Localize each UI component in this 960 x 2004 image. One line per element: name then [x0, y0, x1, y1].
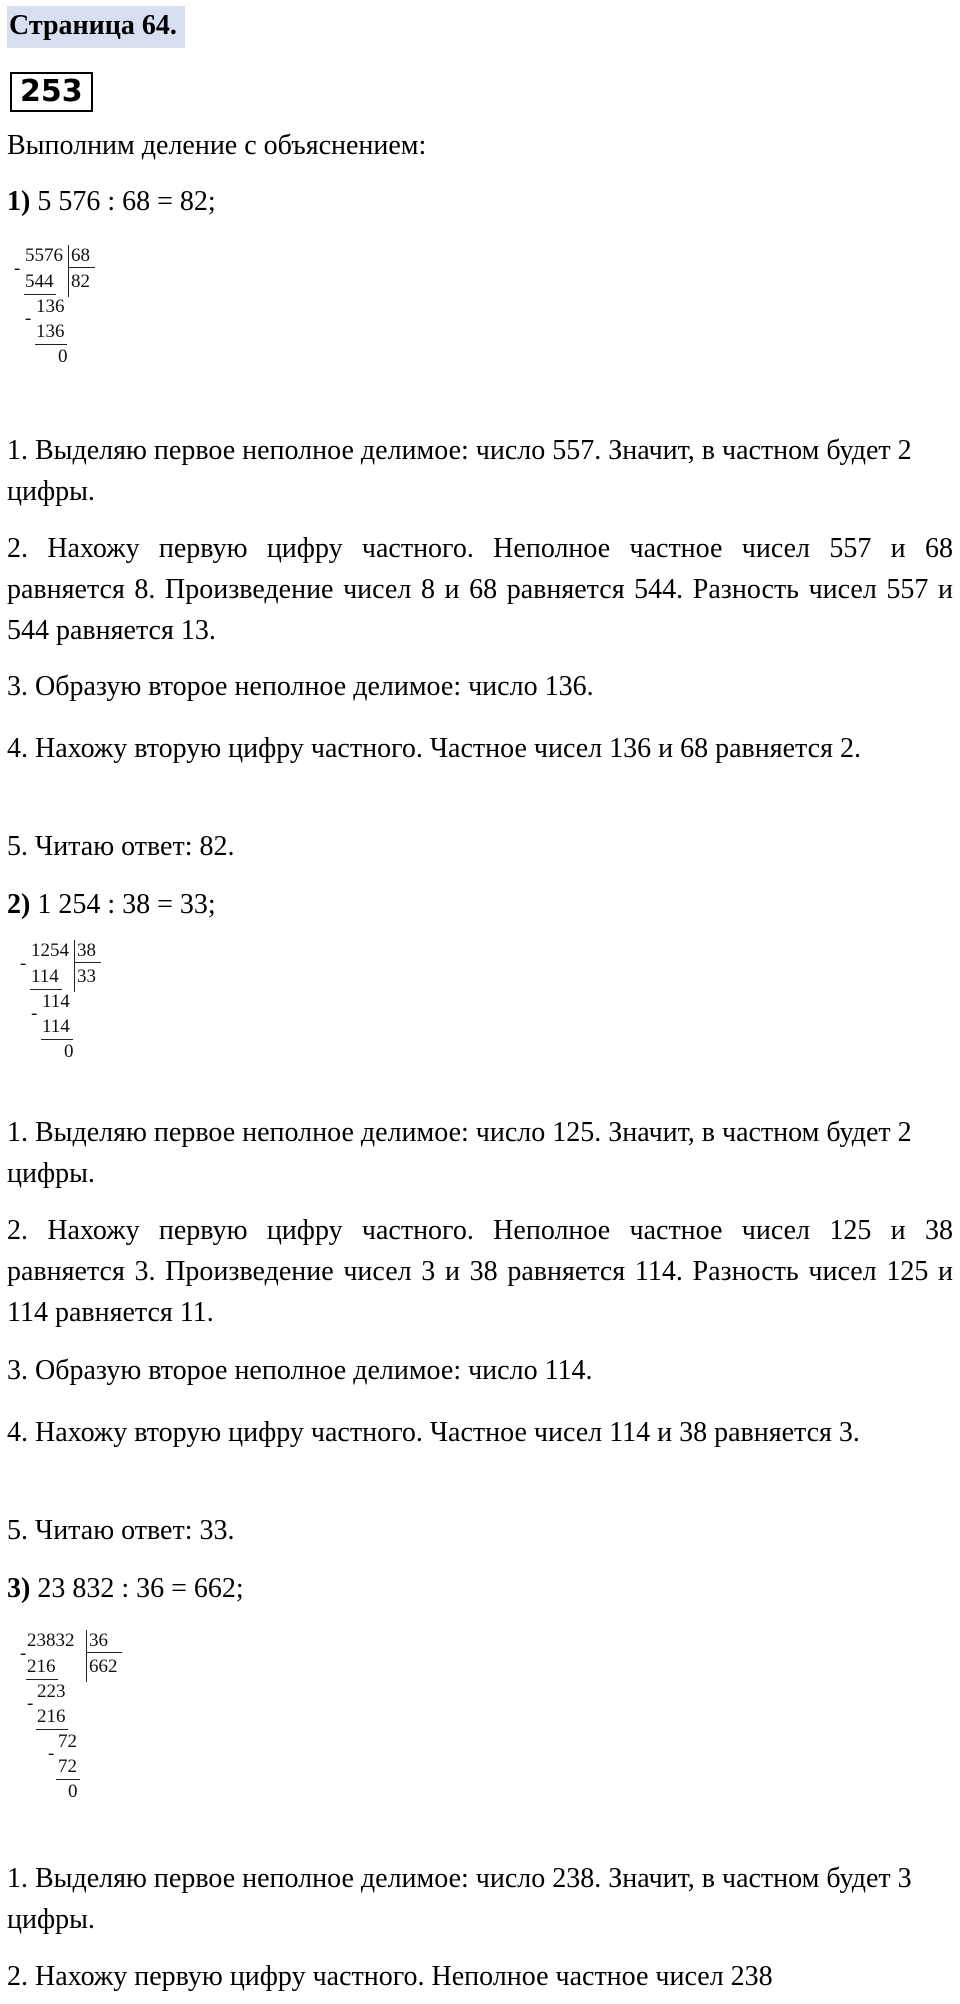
division-2-dividend: 1254 — [31, 940, 69, 961]
example-3-step-1: 1. Выделяю первое неполное делимое: число 238. Значит, в частном будет 3 цифры. — [7, 1863, 912, 1935]
division-3-row-1: 216 — [27, 1656, 56, 1677]
division-2-minus-2: - — [31, 1003, 38, 1024]
division-2-bracket-vertical — [74, 940, 75, 992]
division-1-quotient: 82 — [71, 271, 90, 292]
task-number: 253 — [10, 72, 93, 112]
division-3-row-4: 72 — [58, 1731, 77, 1752]
example-1-step-4: 4. Нахожу вторую цифру частного. Частное чисел 136 и 68 равняется 2. — [7, 733, 861, 764]
division-3-quotient: 662 — [89, 1656, 118, 1677]
division-1-bracket-horizontal — [68, 267, 95, 268]
division-1-minus-2: - — [25, 308, 32, 329]
division-3-divisor: 36 — [89, 1630, 108, 1651]
division-1 — [14, 245, 104, 395]
example-1-heading — [7, 184, 216, 220]
example-1-step-2: 2. Нахожу первую цифру частного. Неполное частное чисел 557 и 68 равняется 8. Произведение чисел 8 и 68 равняется 544. Разность чисел 557 и 544 равняется 13. — [7, 533, 953, 646]
division-1-bracket-vertical — [68, 245, 69, 297]
division-2-line-2 — [41, 1039, 73, 1040]
division-3-minus-2: - — [27, 1693, 34, 1714]
division-3-row-2: 223 — [37, 1681, 66, 1702]
division-3-line-2 — [36, 1729, 68, 1730]
example-2-step-4: 4. Нахожу вторую цифру частного. Частное чисел 114 и 38 равняется 3. — [7, 1417, 860, 1448]
division-2-minus-1: - — [20, 953, 27, 974]
example-1-step-3: 3. Образую второе неполное делимое: число 136. — [7, 671, 594, 702]
division-1-row-2: 136 — [36, 296, 65, 317]
division-3-line-1 — [26, 1679, 58, 1680]
division-2-row-4: 0 — [64, 1041, 74, 1062]
division-2-row-2: 114 — [42, 991, 70, 1012]
division-3 — [20, 1630, 140, 1830]
example-3-step-2: 2. Нахожу первую цифру частного. Неполное частное чисел 238 — [7, 1961, 773, 1992]
example-2-heading — [7, 887, 216, 923]
division-2-quotient: 33 — [77, 966, 96, 987]
division-2-bracket-horizontal — [74, 962, 101, 963]
example-1-label: 1) — [7, 186, 31, 217]
example-3-expression: 23 832 : 36 = 662; — [37, 1573, 244, 1604]
example-2-step-3: 3. Образую второе неполное делимое: число 114. — [7, 1355, 593, 1386]
example-2-step-1: 1. Выделяю первое неполное делимое: число 125. Значит, в частном будет 2 цифры. — [7, 1117, 912, 1189]
division-3-bracket-horizontal — [86, 1652, 122, 1653]
division-3-line-3 — [56, 1779, 80, 1780]
division-2 — [20, 940, 110, 1090]
division-3-minus-3: - — [48, 1743, 55, 1764]
division-1-row-1: 544 — [25, 271, 54, 292]
division-2-row-3: 114 — [42, 1016, 70, 1037]
page-title: Страница 64. — [7, 6, 185, 48]
division-3-row-5: 72 — [58, 1756, 77, 1777]
example-1-expression: 5 576 : 68 = 82; — [37, 186, 216, 217]
example-1-step-1: 1. Выделяю первое неполное делимое: число 557. Значит, в частном будет 2 цифры. — [7, 435, 912, 507]
example-3-heading — [7, 1571, 244, 1607]
example-2-expression: 1 254 : 38 = 33; — [37, 889, 216, 920]
example-3-label: 3) — [7, 1573, 31, 1604]
division-1-dividend: 5576 — [25, 245, 63, 266]
division-2-line-1 — [30, 989, 62, 990]
example-1-step-5: 5. Читаю ответ: 82. — [7, 831, 235, 862]
example-2-label: 2) — [7, 889, 31, 920]
example-2-step-5: 5. Читаю ответ: 33. — [7, 1515, 235, 1546]
division-3-bracket-vertical — [86, 1630, 87, 1682]
division-3-row-3: 216 — [37, 1706, 66, 1727]
intro-text: Выполним деление с объяснением: — [7, 130, 427, 161]
division-1-minus-1: - — [14, 258, 21, 279]
division-3-minus-1: - — [20, 1643, 27, 1664]
division-1-row-4: 0 — [58, 346, 68, 367]
division-1-line-1 — [24, 294, 56, 295]
division-2-divisor: 38 — [77, 940, 96, 961]
division-3-dividend: 23832 — [27, 1630, 75, 1651]
division-1-row-3: 136 — [36, 321, 65, 342]
division-2-row-1: 114 — [31, 966, 59, 987]
division-1-divisor: 68 — [71, 245, 90, 266]
example-2-step-2: 2. Нахожу первую цифру частного. Неполное частное чисел 125 и 38 равняется 3. Произведение чисел 3 и 38 равняется 114. Разность чисел 125 и 114 равняется 11. — [7, 1215, 953, 1328]
division-1-line-2 — [35, 344, 67, 345]
division-3-row-6: 0 — [68, 1781, 78, 1802]
